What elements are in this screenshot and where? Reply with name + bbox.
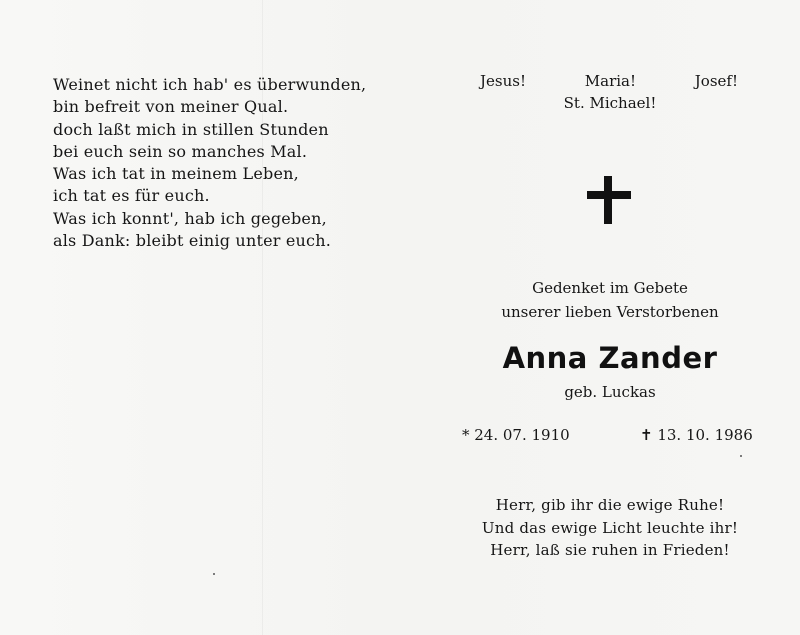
remembrance-line: unserer lieben Verstorbenen xyxy=(501,303,719,321)
poem-line: als Dank: bleibt einig unter euch. xyxy=(53,231,332,251)
invocation-josef: Josef! xyxy=(694,72,738,90)
prayer-line: Herr, laß sie ruhen in Frieden! xyxy=(490,541,730,559)
poem-line: bin befreit von meiner Qual. xyxy=(53,97,289,117)
poem-line: Weinet nicht ich hab' es überwunden, xyxy=(53,75,367,94)
remembrance-text xyxy=(470,276,750,324)
invocation-maria: Maria! xyxy=(584,72,637,90)
invocation-jesus: Jesus! xyxy=(480,72,526,90)
remembrance-line: Gedenket im Gebete xyxy=(532,279,688,297)
prayer-block xyxy=(450,494,770,562)
paper-speck xyxy=(213,573,215,575)
invocation-michael: St. Michael! xyxy=(563,94,657,112)
poem-line: bei euch sein so manches Mal. xyxy=(53,141,308,161)
latin-cross-icon xyxy=(587,176,631,224)
paper-speck xyxy=(740,455,742,457)
poem-line: Was ich tat in meinem Leben, xyxy=(53,164,299,184)
prayer-line: Und das ewige Licht leuchte ihr! xyxy=(481,518,739,537)
poem-line: Was ich konnt', hab ich gegeben, xyxy=(53,208,327,228)
poem-line: ich tat es für euch. xyxy=(53,186,210,206)
birth-date: * 24. 07. 1910 xyxy=(462,426,570,444)
deceased-name: Anna Zander xyxy=(502,341,718,375)
death-date: ✝ 13. 10. 1986 xyxy=(640,426,753,444)
poem-line: doch laßt mich in stillen Stunden xyxy=(53,119,329,139)
maiden-name: geb. Luckas xyxy=(564,383,656,401)
poem-block xyxy=(53,74,383,252)
prayer-line: Herr, gib ihr die ewige Ruhe! xyxy=(495,496,725,514)
invocation-block xyxy=(470,70,750,114)
